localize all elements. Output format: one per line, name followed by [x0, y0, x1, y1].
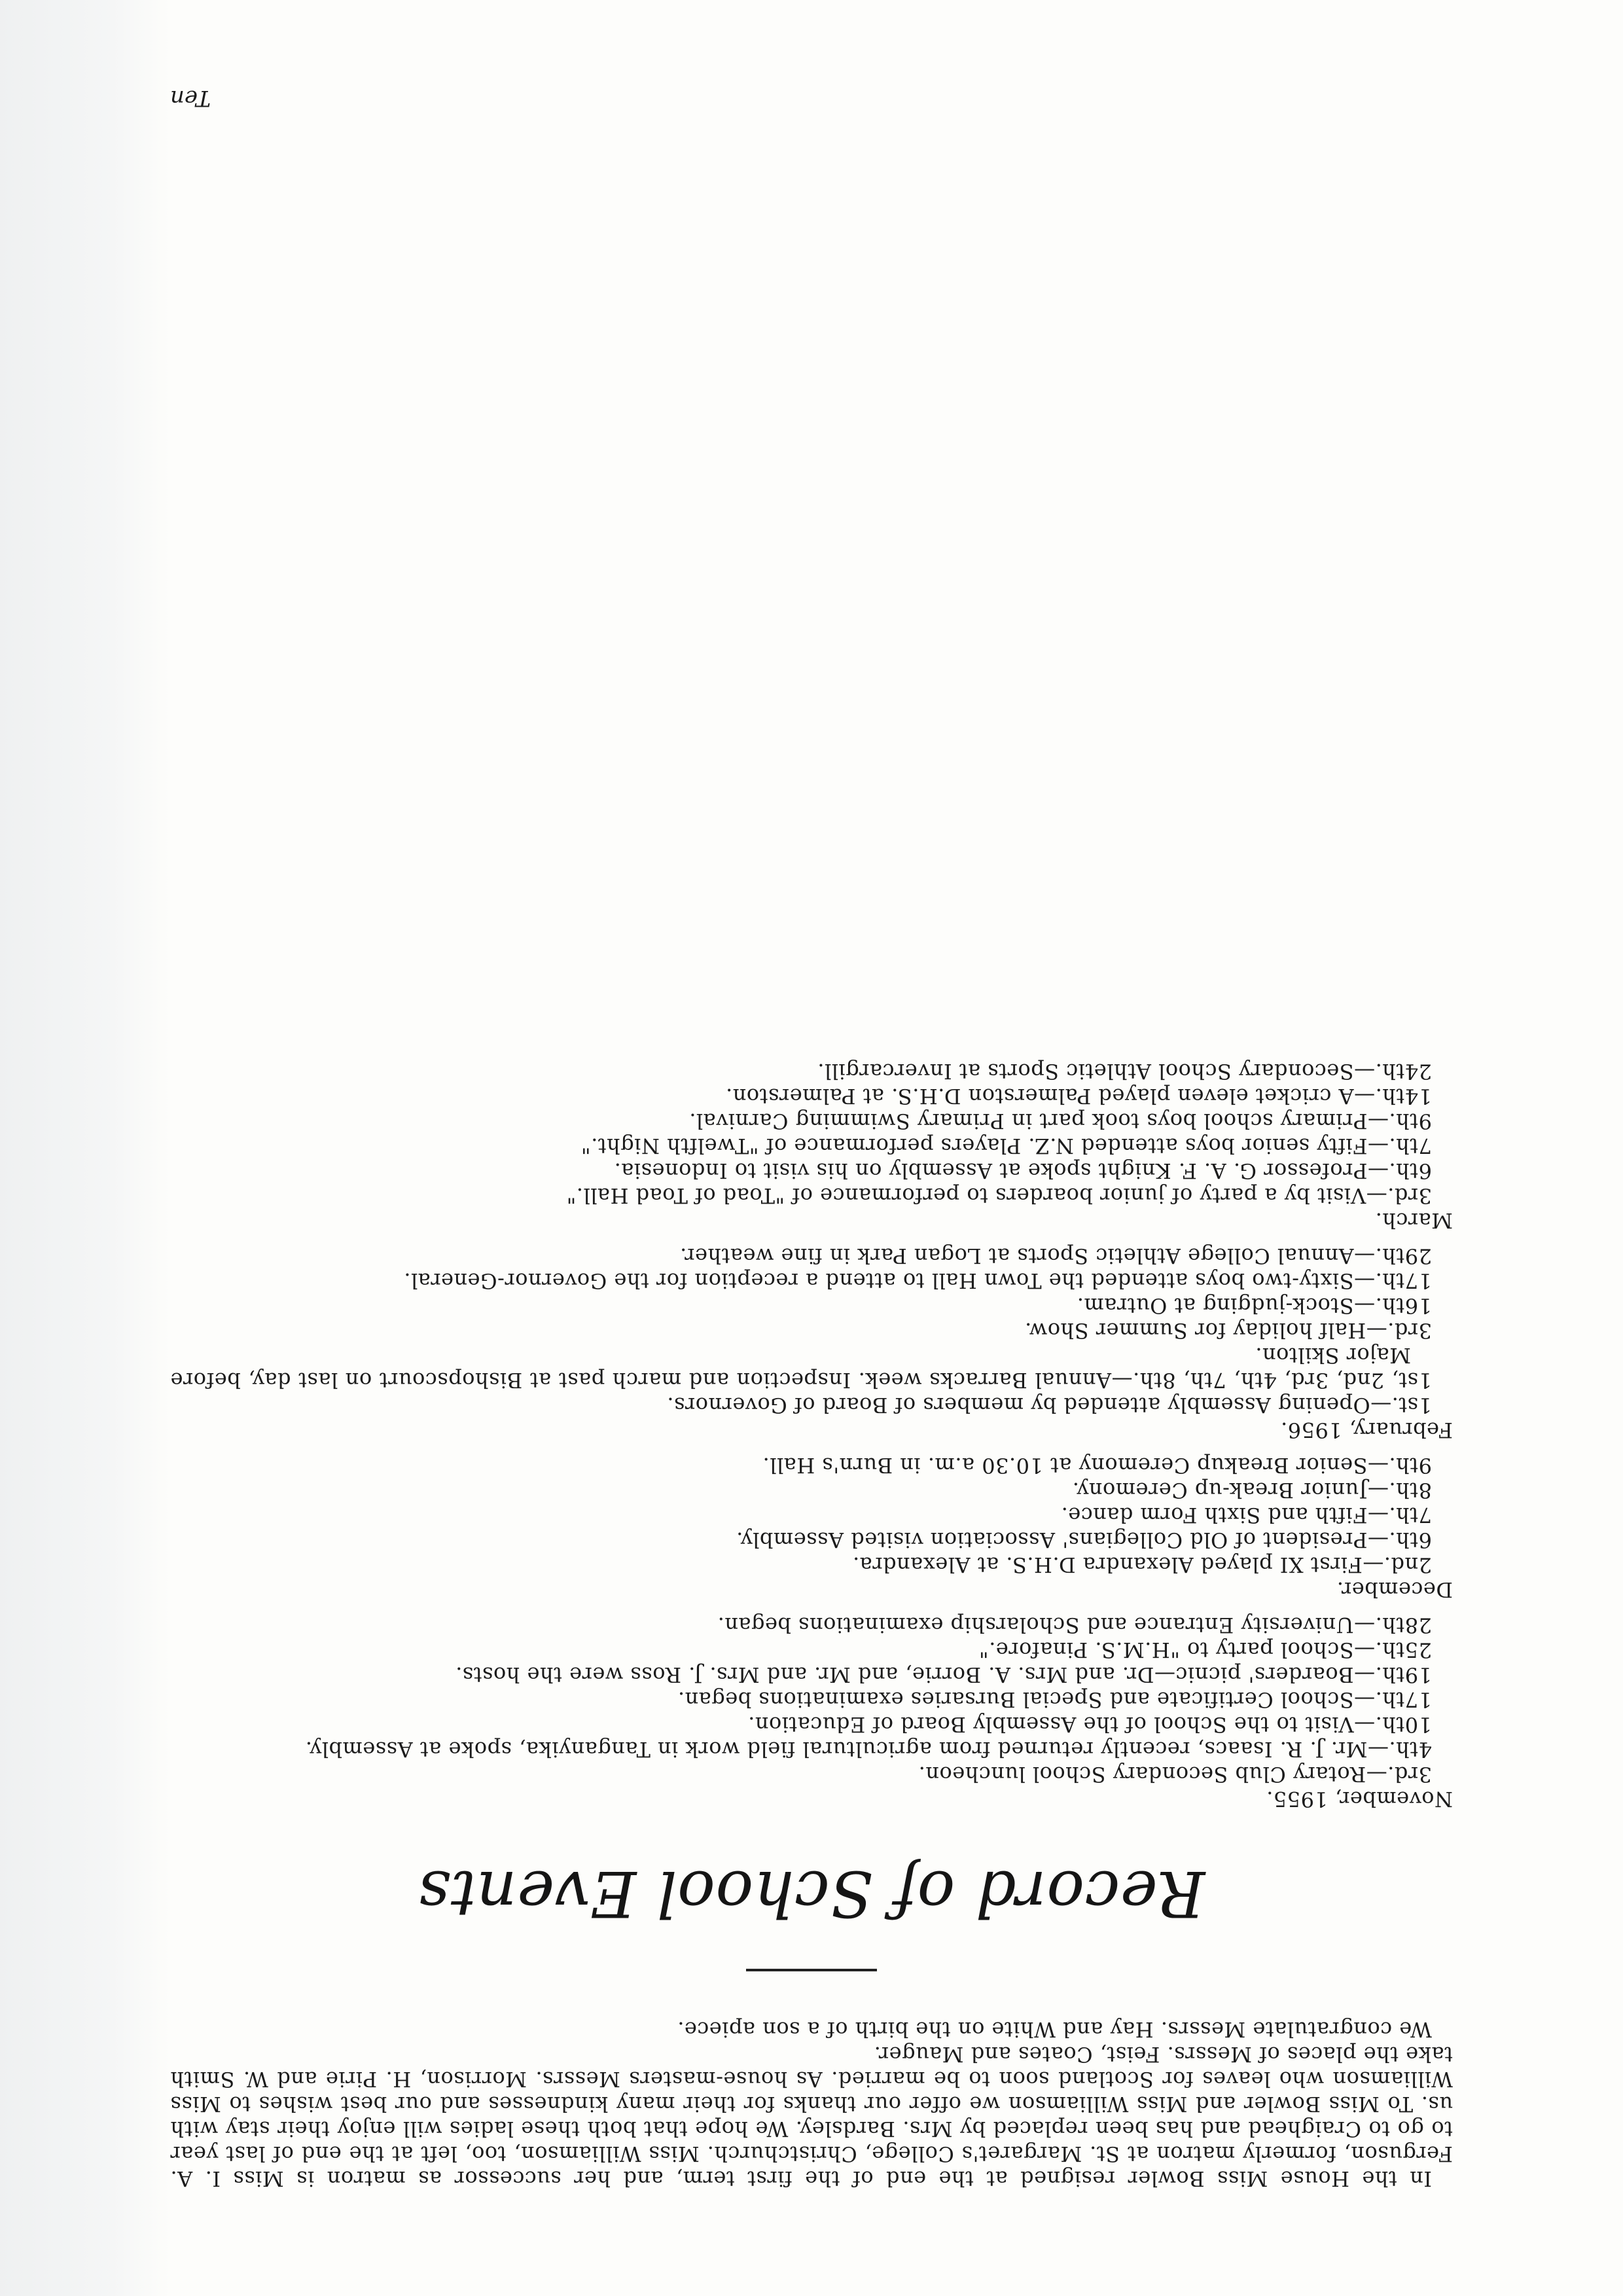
event-entry: 2nd.—First XI played Alexandra D.H.S. at Alexandra. — [852, 1552, 1432, 1577]
event-entry: 24th.—Secondary School Athletic Sports at Invercargill. — [817, 1059, 1432, 1084]
event-entry: 3rd.—Visit by a party of junior boarders to performance of "Toad of Toad Hall." — [566, 1183, 1432, 1208]
month-heading: March. — [1375, 1208, 1453, 1233]
event-entry: 10th.—Visit to the School of the Assembly Board of Education. — [747, 1712, 1432, 1737]
intro-paragraph: In the House Miss Bowler resigned at the end of the first term, and her successor as matron is Miss I. A. Ferguson, formerly matron at St. Margaret's College, Christchurch. Miss Williamson, too, left at the end of last year to go to Craighead and has been replaced by Mrs. Bardsley. We hope that both these ladies will enjoy their stay with us. To Miss Bowler and Miss Williamson we offer our thanks for their many kindnesses and our best wishes to Miss Williamson who leaves for Scotland soon to be married. As house-masters Messrs. Morrison, H. Pirie and W. Smith take the places of Messrs. Feist, Coates and Mauger. — [170, 2042, 1453, 2191]
event-entry: 1st.—Opening Assembly attended by members of Board of Governors. — [666, 1393, 1432, 1418]
event-entry: 6th.—President of Old Collegians' Association visited Assembly. — [736, 1528, 1432, 1552]
events-section — [170, 1059, 1453, 1233]
event-entry: 6th.—Professor G. A. F. Knight spoke at Assembly on his visit to Indonesia. — [614, 1158, 1432, 1183]
event-entry: 8th.—Junior Break-up Ceremony. — [1072, 1478, 1432, 1503]
event-entry: 28th.—University Entrance and Scholarship examinations began. — [717, 1613, 1432, 1638]
event-entry: 9th.—Primary school boys took part in Primary Swimming Carnival. — [688, 1109, 1432, 1134]
event-entry: 17th.—Sixty-two boys attended the Town Hall to attend a reception for the Governor-General. — [403, 1268, 1432, 1293]
month-heading: November, 1955. — [1266, 1787, 1453, 1812]
event-entry: 19th.—Boarders' picnic—Dr. and Mrs. A. Borrie, and Mr. and Mrs. J. Ross were the hosts. — [455, 1662, 1432, 1687]
section-divider — [746, 1969, 877, 1971]
event-entry: 14th.—A cricket eleven played Palmerston D.H.S. at Palmerston. — [725, 1084, 1432, 1109]
intro-paragraph: We congratulate Messrs. Hay and White on the birth of a son apiece. — [677, 2017, 1432, 2042]
month-heading: December. — [1336, 1577, 1453, 1602]
scan-edge-shadow — [0, 0, 170, 2296]
events-section — [170, 1613, 1453, 1812]
events-section — [170, 1453, 1453, 1602]
events-section — [170, 1244, 1453, 1443]
page-heading: Record of School Events — [418, 1857, 1205, 1930]
page-content — [170, 1059, 1453, 2191]
event-entry: 29th.—Annual College Athletic Sports at Logan Park in fine weather. — [679, 1244, 1432, 1268]
event-entry: 25th.—School party to "H.M.S. Pinafore." — [978, 1638, 1432, 1662]
month-heading: February, 1956. — [1280, 1418, 1453, 1443]
event-entry: 7th.—Fifty senior boys attended N.Z. Players performance of "Twelfth Night." — [580, 1134, 1432, 1158]
event-entry: 7th.—Fifth and Sixth Form dance. — [1061, 1503, 1432, 1528]
event-entry: 4th.—Mr. J. R. Isaacs, recently returned from agricultural field work in Tanganyika, spoke at Assembly. — [305, 1737, 1432, 1762]
page-number: Ten — [170, 85, 211, 111]
event-entry: 9th.—Senior Breakup Ceremony at 10.30 a.m. in Burn's Hall. — [762, 1453, 1432, 1478]
event-entry: 16th.—Stock-judging at Outram. — [1077, 1293, 1432, 1318]
event-entry: 1st, 2nd, 3rd, 4th, 7th, 8th.—Annual Barracks week. Inspection and march past at Bishopscourt on last day, before Major Skilton. — [170, 1343, 1432, 1393]
event-entry: 3rd.—Rotary Club Secondary School luncheon. — [918, 1762, 1432, 1787]
event-entry: 3rd.—Half holiday for Summer Show. — [1024, 1318, 1432, 1343]
event-entry: 17th.—School Certificate and Special Bursaries examinations began. — [677, 1687, 1432, 1712]
